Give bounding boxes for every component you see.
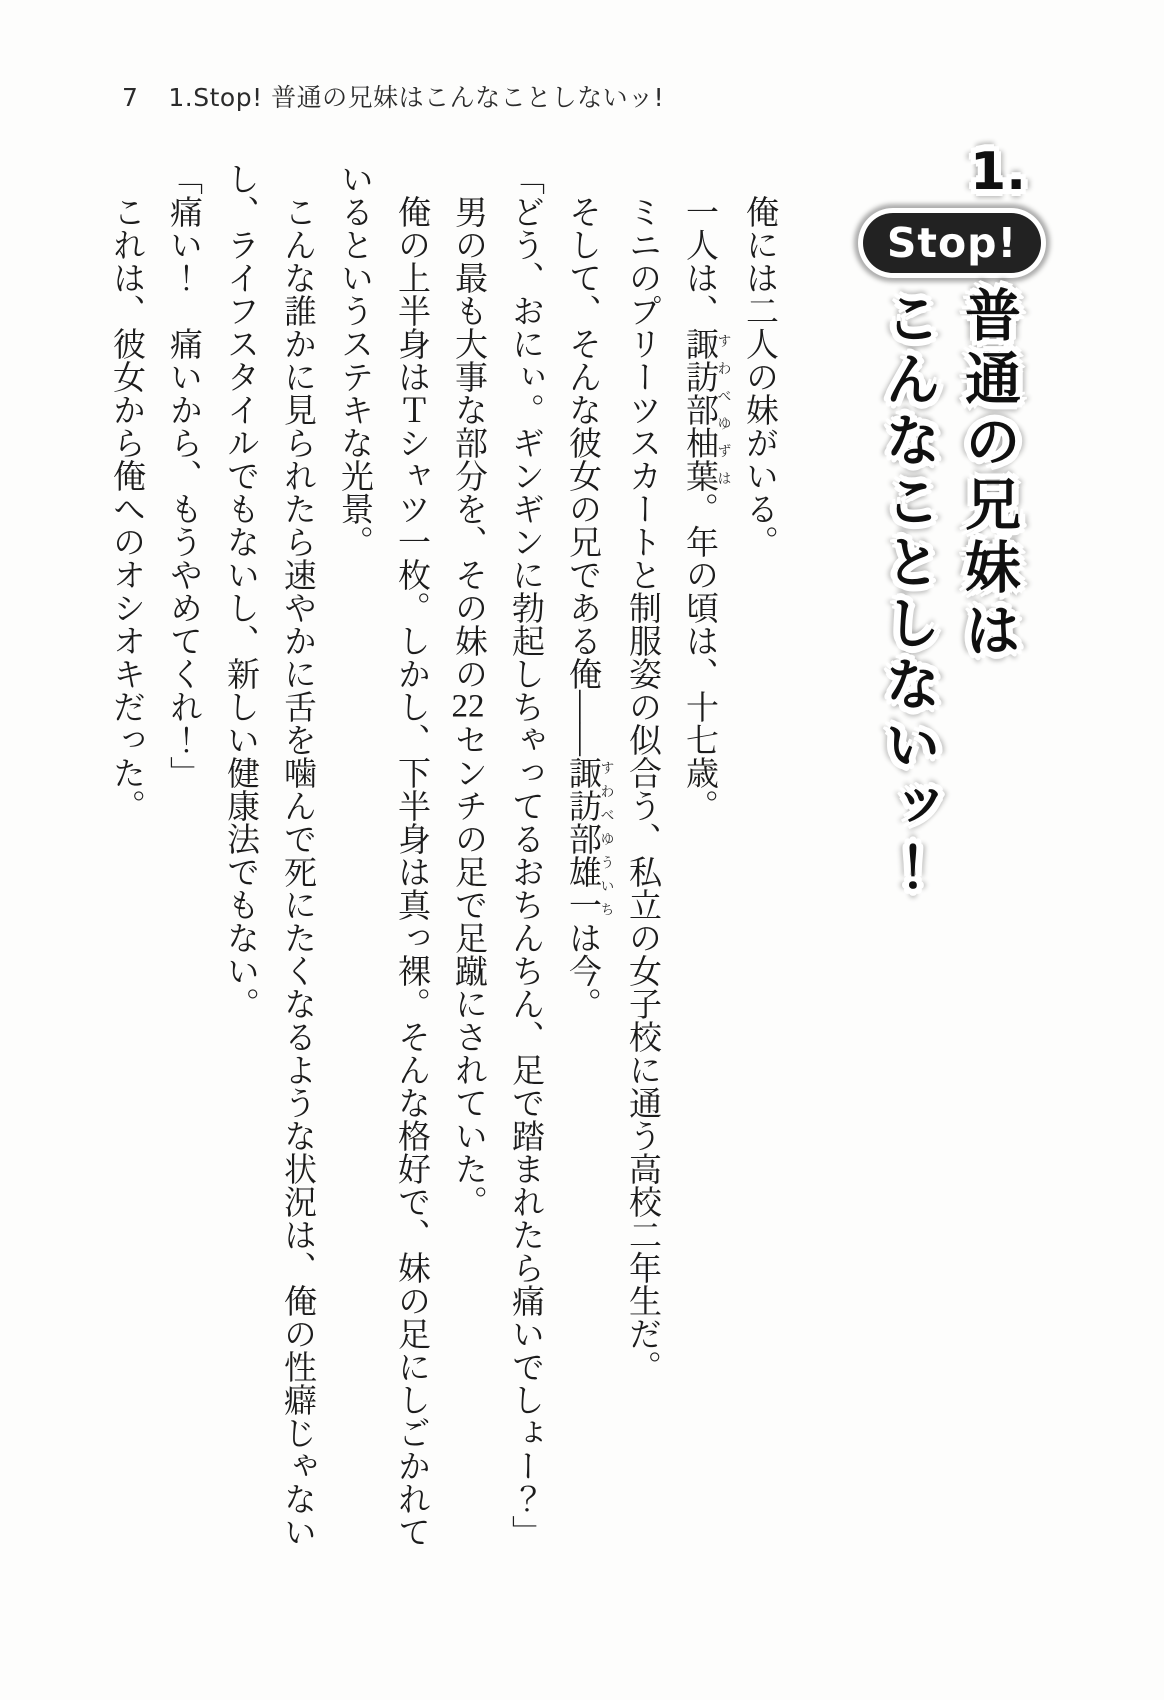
chapter-title-line-2: こんなことしないッ！ — [876, 289, 941, 899]
ruby-annotated-name: 諏訪部柚葉すわべゆずは — [681, 327, 731, 492]
page-number: 7 — [122, 83, 139, 112]
paragraph: 一人は、諏訪部柚葉すわべゆずは。年の頃は、十七歳。 — [681, 195, 731, 822]
running-title: 1.Stop! 普通の兄妹はこんなことしないッ! — [168, 83, 665, 112]
paragraph: そして、そんな彼女の兄である俺――諏訪部雄一すわべゆういちは今。 — [564, 195, 614, 1020]
paragraph: 俺には二人の妹がいる。 — [741, 195, 777, 558]
paragraph: これは、彼女から俺へのオシオキだった。 — [108, 195, 144, 822]
paragraph: 男の最も大事な部分を、その妹の22センチの足で足蹴にされていた。 — [450, 195, 486, 1218]
paragraph: 俺の上半身はＴシャツ一枚。しかし、下半身は真っ裸。そんな格好で、妹の足にしごかれているというステキな光景。 — [336, 162, 429, 1548]
horizontal-in-vertical-number: 22 — [451, 690, 485, 723]
chapter-number: 1. — [970, 142, 1026, 202]
ruby-annotated-name: 諏訪部雄一すわべゆういち — [564, 756, 614, 921]
body-text — [97, 162, 787, 1562]
stop-badge-label: Stop! — [886, 219, 1018, 267]
paragraph: 「どう、おにぃ。ギンギンに勃起しちゃってるおちんちん、足で踏まれたら痛いでしょー？」 — [507, 162, 543, 1548]
paragraph: こんな誰かに見られたら速やかに舌を噛んで死にたくなるような状況は、俺の性癖じゃないし、ライフスタイルでもないし、新しい健康法でもない。 — [222, 162, 315, 1548]
chapter-title-line-1: 普通の兄妹は — [956, 286, 1021, 664]
paragraph: 「痛い！ 痛いから、もうやめてくれ！」 — [165, 162, 201, 789]
running-header — [122, 78, 664, 114]
paragraph: ミニのプリーツスカートと制服姿の似合う、私立の女子校に通う高校二年生だ。 — [624, 195, 660, 1383]
stop-badge — [863, 213, 1041, 273]
